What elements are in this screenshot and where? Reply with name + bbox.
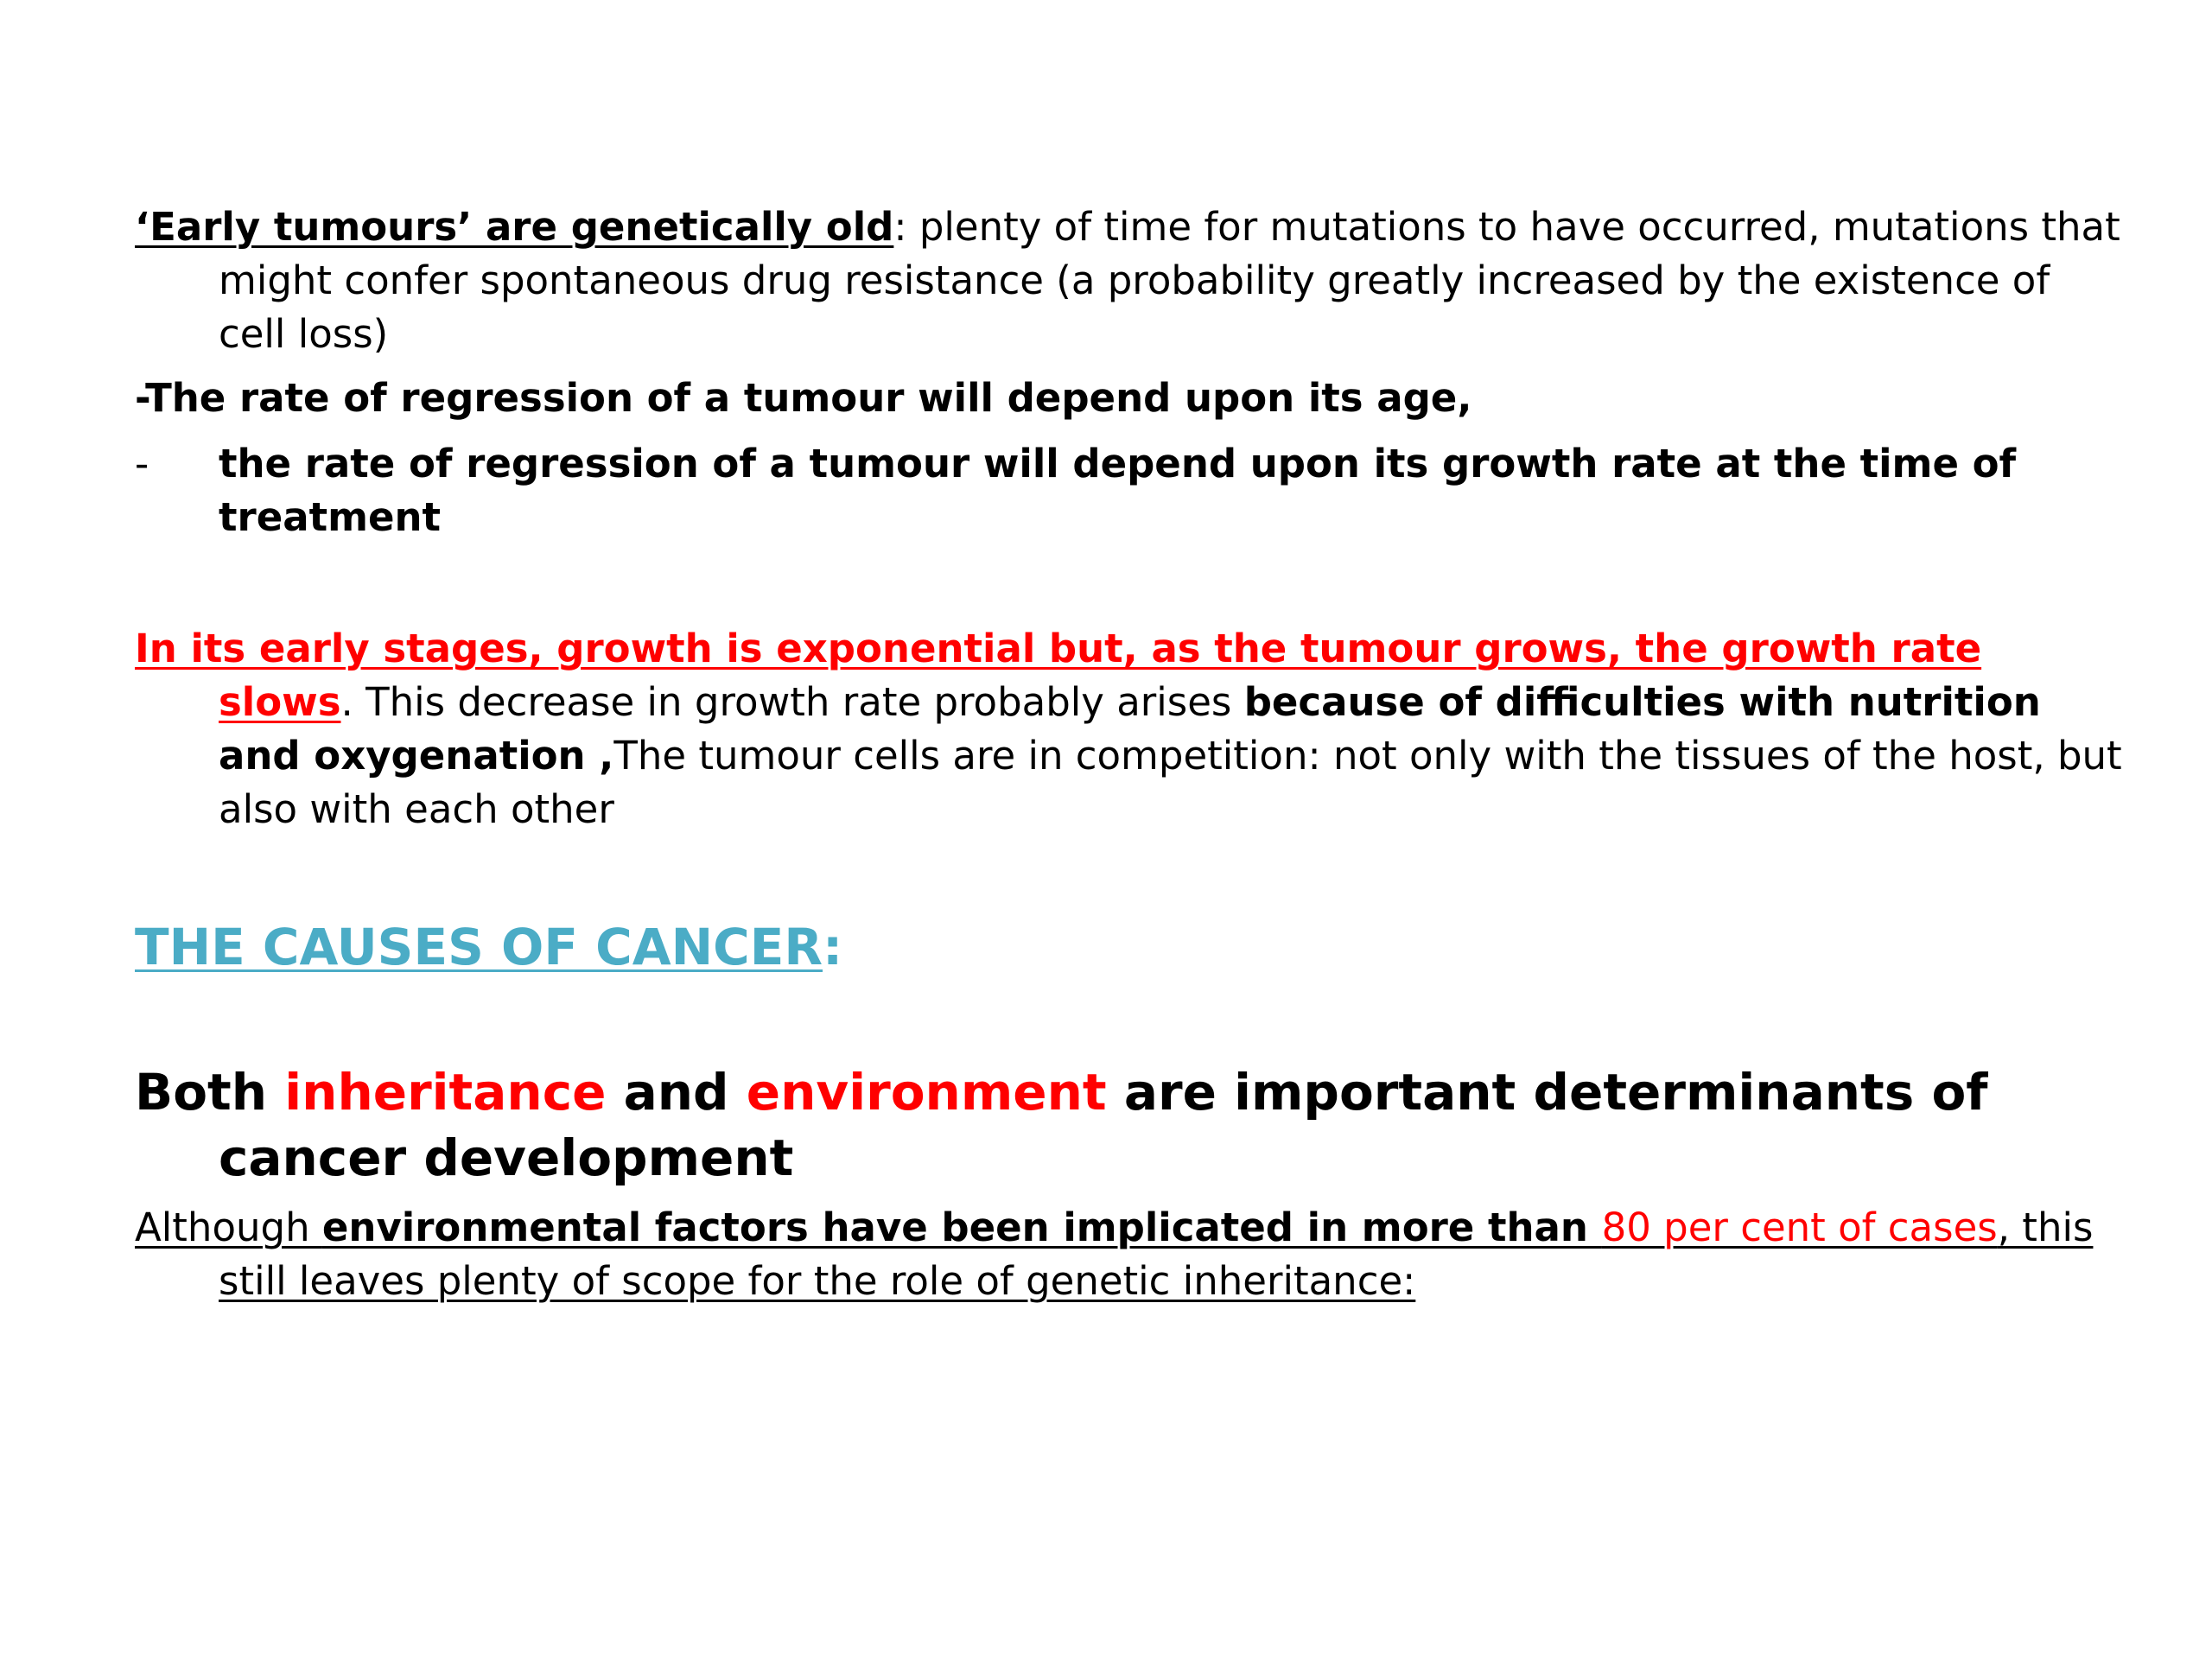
growth-bold-part: because of difficulties with nutrition and oxygenation ,: [219, 679, 2041, 779]
slide-body: [135, 200, 2122, 1308]
env-c: 80 per cent of cases: [1601, 1205, 1998, 1250]
determinants-inheritance: inheritance: [284, 1063, 607, 1122]
heading-text: THE CAUSES OF CANCER: [135, 918, 823, 976]
section-heading: [135, 916, 2122, 978]
paragraph-determinants: [135, 1059, 2122, 1191]
bullet-text: the rate of regression of a tumour will depend upon its growth rate at the time of treatment: [219, 441, 2017, 540]
bullet-regression-growth-rate: [135, 437, 2122, 544]
growth-text-end: The tumour cells are in competition: not only with the tissues of the host, but also with each other: [219, 733, 2122, 832]
early-tumours-text: : plenty of time for mutations to have occurred, mutations that might confer spontaneous drug resistance (a probability greatly increased by the existence of cell loss): [219, 204, 2120, 357]
growth-red-lead: In its early stages, growth is exponential but, as the tumour grows, the growth rate slows: [135, 626, 1982, 725]
growth-text-part: . This decrease in growth rate probably arises: [340, 679, 1244, 725]
bullet-dash: -: [135, 441, 149, 486]
determinants-w1: Both: [135, 1063, 285, 1122]
env-b: environmental factors have been implicated in more than: [321, 1205, 1602, 1250]
paragraph-early-tumours: [135, 200, 2122, 361]
env-a: Although: [135, 1205, 322, 1250]
early-tumours-lead: ‘Early tumours’ are genetically old: [135, 204, 894, 250]
env-d: , this still leaves plenty of scope for the role of genetic inheritance:: [219, 1205, 2094, 1304]
paragraph-regression-age: -The rate of regression of a tumour will depend upon its age,: [135, 375, 1472, 421]
determinants-w5: are important determinants of cancer development: [219, 1063, 1988, 1187]
determinants-environment: environment: [746, 1063, 1107, 1122]
paragraph-growth-rate: [135, 622, 2122, 836]
heading-colon: :: [823, 918, 843, 976]
determinants-w3: and: [606, 1063, 747, 1122]
paragraph-environmental-factors: [135, 1201, 2122, 1308]
